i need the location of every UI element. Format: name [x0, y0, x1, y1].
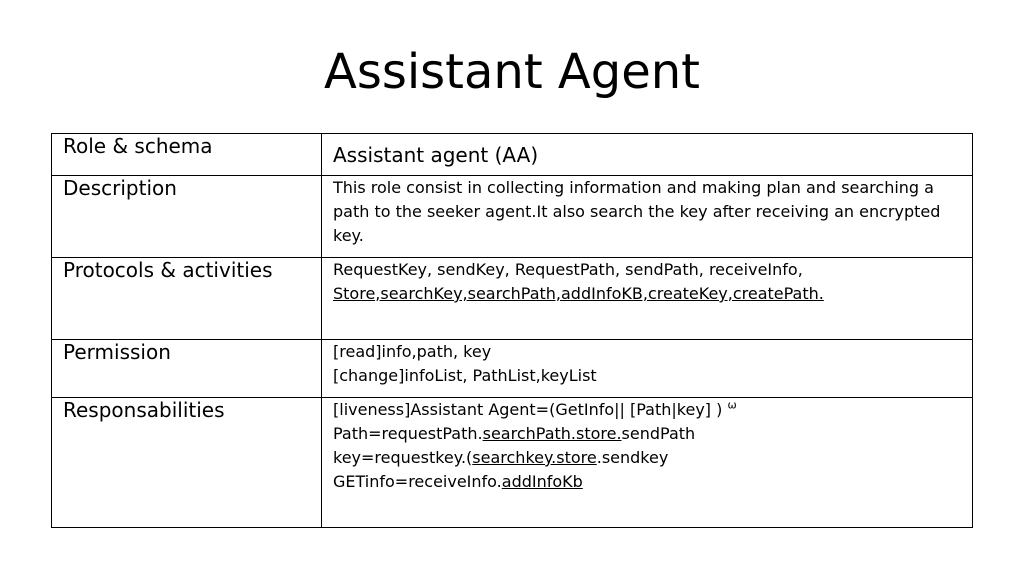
- table-row: [52, 340, 973, 398]
- row-key: Role & schema: [52, 134, 322, 176]
- role-schema-table: [51, 133, 973, 528]
- row-key: Protocols & activities: [52, 258, 322, 340]
- activities-line: Store,searchKey,searchPath,addInfoKB,createKey,createPath.: [333, 284, 824, 303]
- path-line: [333, 422, 972, 446]
- liveness-line: [333, 398, 972, 422]
- liveness-expression: [liveness]Assistant Agent=(GetInfo|| [Path|key] ): [333, 400, 723, 419]
- path-part: sendPath: [621, 424, 696, 443]
- row-value: [322, 398, 973, 528]
- row-key: Responsabilities: [52, 398, 322, 528]
- slide-title: Assistant Agent: [323, 44, 700, 100]
- getinfo-line: [333, 470, 972, 494]
- key-part: key=requestkey.(: [333, 448, 473, 467]
- row-value: [322, 340, 973, 398]
- key-part: .sendkey: [596, 448, 669, 467]
- key-part-underlined: searchkey.store: [472, 448, 597, 467]
- path-part: Path=requestPath.: [333, 424, 483, 443]
- permission-line: [read]info,path, key: [333, 342, 492, 361]
- description-line: path to the seeker agent.It also search the key after receiving an encrypted: [333, 202, 941, 221]
- row-value: [322, 176, 973, 258]
- permission-line: [change]infoList, PathList,keyList: [333, 366, 597, 385]
- getinfo-part-underlined: addInfoKb: [501, 472, 583, 491]
- row-value: [322, 258, 973, 340]
- path-part-underlined: searchPath.store.: [482, 424, 622, 443]
- table-row: [52, 134, 973, 176]
- table-row: [52, 398, 973, 528]
- protocols-line: RequestKey, sendKey, RequestPath, sendPath, receiveInfo,: [333, 260, 803, 279]
- row-key: Permission: [52, 340, 322, 398]
- description-line: This role consist in collecting information and making plan and searching a: [333, 178, 934, 197]
- key-line: [333, 446, 972, 470]
- table-row: [52, 258, 973, 340]
- row-key: Description: [52, 176, 322, 258]
- omega-superscript: ω: [727, 398, 737, 412]
- getinfo-part: GETinfo=receiveInfo.: [333, 472, 502, 491]
- table-row: [52, 176, 973, 258]
- description-line: key.: [333, 226, 364, 245]
- row-value: Assistant agent (AA): [322, 134, 973, 176]
